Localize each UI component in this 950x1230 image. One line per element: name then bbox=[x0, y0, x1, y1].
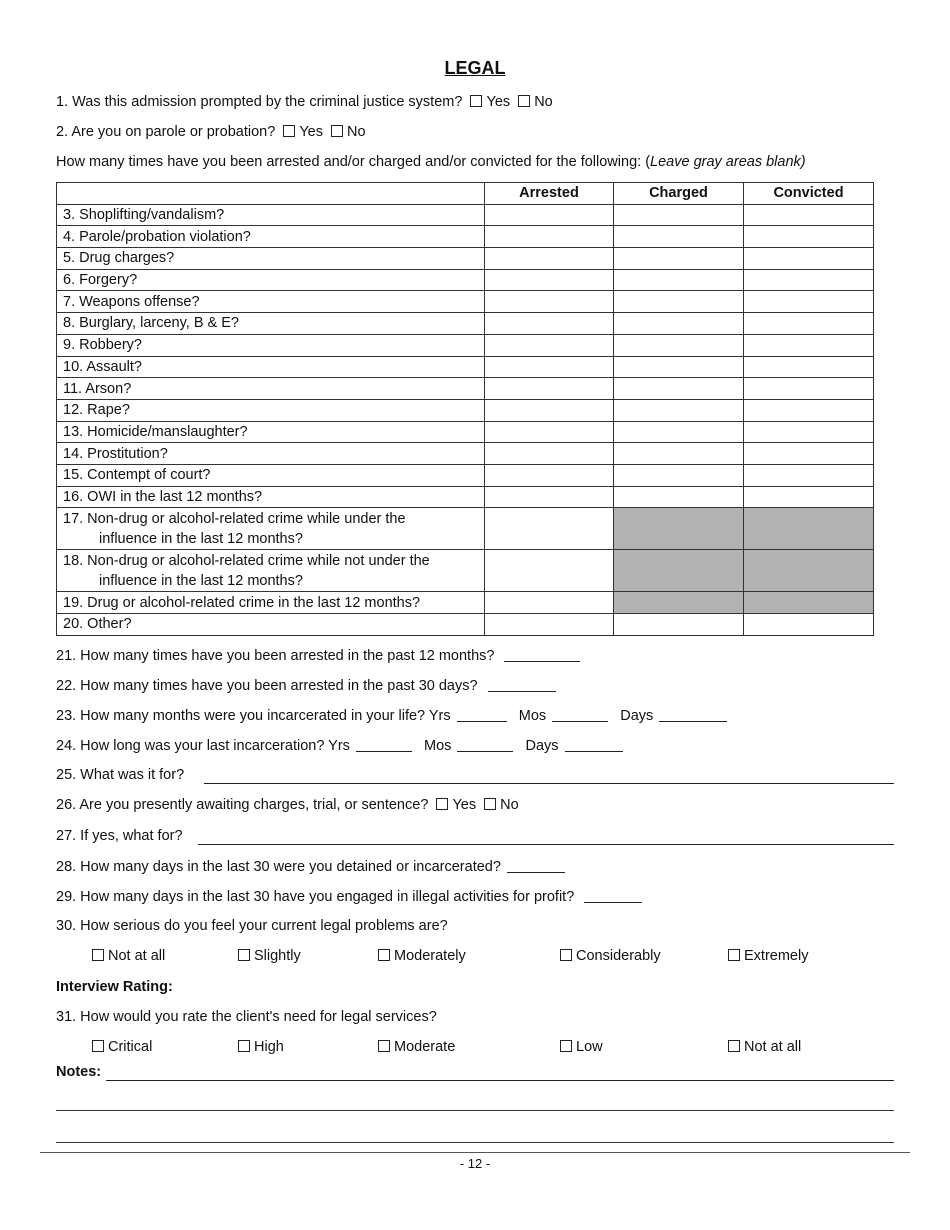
q28-text: 28. How many days in the last 30 were you detained or incarcerated? bbox=[56, 859, 501, 875]
table-row bbox=[57, 269, 874, 291]
q23-days-field[interactable] bbox=[659, 707, 727, 722]
charged-cell[interactable] bbox=[614, 421, 744, 443]
interview-rating-heading: Interview Rating: bbox=[56, 979, 173, 995]
arrested-cell[interactable] bbox=[485, 334, 614, 356]
table-row bbox=[57, 486, 874, 508]
checkbox-icon[interactable] bbox=[92, 949, 104, 961]
q30-option-slightly[interactable] bbox=[238, 948, 301, 964]
q31-option-not-at-all[interactable] bbox=[728, 1039, 801, 1055]
charged-cell[interactable] bbox=[614, 443, 744, 465]
q30-option-not-at-all[interactable] bbox=[92, 948, 165, 964]
header-charged: Charged bbox=[614, 183, 744, 205]
row-label bbox=[57, 508, 485, 550]
option-label: Moderately bbox=[394, 948, 466, 964]
q24-row bbox=[56, 737, 623, 754]
q24-days-label: Days bbox=[525, 738, 559, 754]
q27-answer-field[interactable] bbox=[198, 843, 894, 845]
q2-no-checkbox[interactable] bbox=[331, 125, 343, 137]
q22-row bbox=[56, 677, 556, 694]
row-label: 10. Assault? bbox=[57, 356, 485, 378]
convicted-cell[interactable] bbox=[744, 421, 874, 443]
convicted-cell[interactable] bbox=[744, 204, 874, 226]
q30-option-moderately[interactable] bbox=[378, 948, 466, 964]
q27-text: 27. If yes, what for? bbox=[56, 828, 183, 844]
q23-row bbox=[56, 707, 727, 724]
q23-months-field[interactable] bbox=[552, 707, 608, 722]
table-row bbox=[57, 204, 874, 226]
q31-option-low[interactable] bbox=[560, 1039, 603, 1055]
arrested-cell[interactable] bbox=[485, 291, 614, 313]
arrested-cell[interactable] bbox=[485, 550, 614, 592]
q23-text: 23. How many months were you incarcerated in your life? Yrs bbox=[56, 708, 451, 724]
charged-cell[interactable] bbox=[614, 291, 744, 313]
charged-cell[interactable] bbox=[614, 204, 744, 226]
table-row bbox=[57, 464, 874, 486]
arrested-cell[interactable] bbox=[485, 464, 614, 486]
q23-days-label: Days bbox=[620, 708, 654, 724]
table-row bbox=[57, 334, 874, 356]
q2-yes-label: Yes bbox=[299, 124, 323, 140]
row-label: 7. Weapons offense? bbox=[57, 291, 485, 313]
table-row bbox=[57, 421, 874, 443]
arrested-cell[interactable] bbox=[485, 248, 614, 270]
row-label: 15. Contempt of court? bbox=[57, 464, 485, 486]
checkbox-icon[interactable] bbox=[378, 949, 390, 961]
table-header-row bbox=[57, 183, 874, 205]
arrested-cell[interactable] bbox=[485, 356, 614, 378]
convicted-cell[interactable] bbox=[744, 378, 874, 400]
q24-text: 24. How long was your last incarceration? Yrs bbox=[56, 738, 350, 754]
convicted-cell[interactable] bbox=[744, 269, 874, 291]
arrested-cell[interactable] bbox=[485, 443, 614, 465]
q2-yes-checkbox[interactable] bbox=[283, 125, 295, 137]
convicted-cell[interactable] bbox=[744, 464, 874, 486]
arrested-cell[interactable] bbox=[485, 204, 614, 226]
charged-cell-gray bbox=[614, 508, 744, 550]
q1-yes-label: Yes bbox=[486, 94, 511, 110]
q30-option-considerably[interactable] bbox=[560, 948, 661, 964]
table-row bbox=[57, 443, 874, 465]
convicted-cell-gray bbox=[744, 592, 874, 614]
q31-option-moderate[interactable] bbox=[378, 1039, 455, 1055]
q25-row bbox=[56, 767, 184, 783]
arrested-cell[interactable] bbox=[485, 592, 614, 614]
charged-cell-gray bbox=[614, 592, 744, 614]
q26-row bbox=[56, 797, 519, 813]
table-row bbox=[57, 399, 874, 421]
table-row bbox=[57, 378, 874, 400]
q2-text: 2. Are you on parole or probation? bbox=[56, 124, 276, 140]
arrested-cell[interactable] bbox=[485, 614, 614, 636]
q24-months-field[interactable] bbox=[457, 737, 513, 752]
charged-cell[interactable] bbox=[614, 464, 744, 486]
option-label: Extremely bbox=[744, 948, 809, 964]
q2-no-label: No bbox=[347, 124, 366, 140]
q25-answer-field[interactable] bbox=[204, 782, 894, 784]
q1-yes-checkbox[interactable] bbox=[470, 95, 482, 107]
row-label: 3. Shoplifting/vandalism? bbox=[57, 204, 485, 226]
q21-answer-field[interactable] bbox=[504, 647, 580, 662]
q29-row bbox=[56, 888, 642, 905]
charged-cell[interactable] bbox=[614, 226, 744, 248]
option-label: Low bbox=[576, 1039, 603, 1055]
row-label bbox=[57, 550, 485, 592]
row18-line1: 18. Non-drug or alcohol-related crime while not under the bbox=[63, 552, 430, 569]
q30-option-extremely[interactable] bbox=[728, 948, 808, 964]
q31-option-critical[interactable] bbox=[92, 1039, 152, 1055]
q30-row bbox=[56, 918, 448, 934]
q25-text: 25. What was it for? bbox=[56, 767, 185, 783]
checkbox-icon[interactable] bbox=[728, 1040, 740, 1052]
q23-years-field[interactable] bbox=[457, 707, 507, 722]
convicted-cell[interactable] bbox=[744, 614, 874, 636]
row-label: 11. Arson? bbox=[57, 378, 485, 400]
convicted-cell[interactable] bbox=[744, 334, 874, 356]
row18-line2: influence in the last 12 months? bbox=[99, 572, 303, 589]
convicted-cell[interactable] bbox=[744, 248, 874, 270]
notes-label: Notes: bbox=[56, 1064, 102, 1080]
row-label: 6. Forgery? bbox=[57, 269, 485, 291]
convicted-cell[interactable] bbox=[744, 313, 874, 335]
q28-row bbox=[56, 858, 565, 875]
row-label: 13. Homicide/manslaughter? bbox=[57, 421, 485, 443]
convicted-cell[interactable] bbox=[744, 399, 874, 421]
charged-cell[interactable] bbox=[614, 313, 744, 335]
q23-mos-label: Mos bbox=[518, 708, 547, 724]
charged-cell[interactable] bbox=[614, 399, 744, 421]
row-label: 9. Robbery? bbox=[57, 334, 485, 356]
row17-line1: 17. Non-drug or alcohol-related crime while under the bbox=[63, 510, 406, 527]
charged-cell[interactable] bbox=[614, 486, 744, 508]
table-row bbox=[57, 291, 874, 313]
row-label: 16. OWI in the last 12 months? bbox=[57, 486, 485, 508]
option-label: Slightly bbox=[254, 948, 301, 964]
arrested-cell[interactable] bbox=[485, 508, 614, 550]
q1-row bbox=[56, 94, 553, 110]
page-number: - 12 - bbox=[459, 1156, 491, 1171]
option-label: Moderate bbox=[394, 1039, 456, 1055]
checkbox-icon[interactable] bbox=[238, 949, 250, 961]
q29-text: 29. How many days in the last 30 have you engaged in illegal activities for profit? bbox=[56, 889, 575, 905]
option-label: High bbox=[254, 1039, 284, 1055]
q22-answer-field[interactable] bbox=[488, 677, 556, 692]
table-row-20 bbox=[57, 614, 874, 636]
arrested-cell[interactable] bbox=[485, 226, 614, 248]
table-row bbox=[57, 313, 874, 335]
q28-answer-field[interactable] bbox=[507, 858, 565, 873]
q26-yes-checkbox[interactable] bbox=[436, 798, 448, 810]
row-label: 5. Drug charges? bbox=[57, 248, 485, 270]
option-label: Not at all bbox=[744, 1039, 802, 1055]
convicted-cell[interactable] bbox=[744, 226, 874, 248]
notes-line-3[interactable] bbox=[56, 1142, 894, 1143]
q24-days-field[interactable] bbox=[565, 737, 623, 752]
charged-cell[interactable] bbox=[614, 356, 744, 378]
arrested-cell[interactable] bbox=[485, 421, 614, 443]
header-convicted: Convicted bbox=[744, 183, 874, 205]
arrested-cell[interactable] bbox=[485, 313, 614, 335]
q27-row bbox=[56, 828, 183, 844]
q30-text: 30. How serious do you feel your current legal problems are? bbox=[56, 918, 448, 934]
checkbox-icon[interactable] bbox=[560, 949, 572, 961]
convicted-cell[interactable] bbox=[744, 443, 874, 465]
instructions-text: How many times have you been arrested and/or charged and/or convicted for the following: ( bbox=[56, 154, 651, 170]
charged-cell[interactable] bbox=[614, 334, 744, 356]
arrested-cell[interactable] bbox=[485, 399, 614, 421]
charged-cell[interactable] bbox=[614, 614, 744, 636]
header-arrested: Arrested bbox=[485, 183, 614, 205]
row-label: 12. Rape? bbox=[57, 399, 485, 421]
q1-no-label: No bbox=[534, 94, 553, 110]
checkbox-icon[interactable] bbox=[560, 1040, 572, 1052]
row-label: 19. Drug or alcohol-related crime in the last 12 months? bbox=[57, 592, 485, 614]
checkbox-icon[interactable] bbox=[238, 1040, 250, 1052]
convicted-cell[interactable] bbox=[744, 291, 874, 313]
page-title: LEGAL bbox=[444, 58, 506, 78]
checkbox-icon[interactable] bbox=[92, 1040, 104, 1052]
q31-option-high[interactable] bbox=[238, 1039, 284, 1055]
instructions bbox=[56, 154, 806, 170]
convicted-cell-gray bbox=[744, 508, 874, 550]
checkbox-icon[interactable] bbox=[728, 949, 740, 961]
q21-row bbox=[56, 647, 580, 664]
instructions-italic: Leave gray areas blank) bbox=[650, 154, 806, 170]
convicted-cell-gray bbox=[744, 550, 874, 592]
arrested-cell[interactable] bbox=[485, 378, 614, 400]
charged-cell[interactable] bbox=[614, 248, 744, 270]
convicted-cell[interactable] bbox=[744, 486, 874, 508]
q26-no-checkbox[interactable] bbox=[484, 798, 496, 810]
arrested-cell[interactable] bbox=[485, 486, 614, 508]
table-row-17 bbox=[57, 508, 874, 550]
footer-divider bbox=[40, 1152, 910, 1153]
option-label: Considerably bbox=[576, 948, 661, 964]
table-row bbox=[57, 226, 874, 248]
notes-line-2[interactable] bbox=[56, 1110, 894, 1111]
q26-text: 26. Are you presently awaiting charges, trial, or sentence? bbox=[56, 797, 429, 813]
row-label: 14. Prostitution? bbox=[57, 443, 485, 465]
notes-line-1[interactable] bbox=[106, 1079, 894, 1081]
q26-yes-label: Yes bbox=[452, 797, 477, 813]
row-label: 4. Parole/probation violation? bbox=[57, 226, 485, 248]
q31-text: 31. How would you rate the client's need for legal services? bbox=[56, 1009, 437, 1025]
charged-cell-gray bbox=[614, 550, 744, 592]
convicted-cell[interactable] bbox=[744, 356, 874, 378]
row-label: 20. Other? bbox=[57, 614, 485, 636]
table-row-18 bbox=[57, 550, 874, 592]
checkbox-icon[interactable] bbox=[378, 1040, 390, 1052]
charged-cell[interactable] bbox=[614, 269, 744, 291]
row17-line2: influence in the last 12 months? bbox=[99, 530, 303, 547]
arrested-cell[interactable] bbox=[485, 269, 614, 291]
q31-row bbox=[56, 1009, 437, 1025]
row-label: 8. Burglary, larceny, B & E? bbox=[57, 313, 485, 335]
table-row bbox=[57, 356, 874, 378]
q21-text: 21. How many times have you been arrested in the past 12 months? bbox=[56, 648, 495, 664]
q1-text: 1. Was this admission prompted by the criminal justice system? bbox=[56, 94, 463, 110]
option-label: Not at all bbox=[108, 948, 166, 964]
option-label: Critical bbox=[108, 1039, 153, 1055]
q24-mos-label: Mos bbox=[424, 738, 452, 754]
q22-text: 22. How many times have you been arrested in the past 30 days? bbox=[56, 678, 478, 694]
charged-cell[interactable] bbox=[614, 378, 744, 400]
table-row bbox=[57, 248, 874, 270]
q29-answer-field[interactable] bbox=[584, 888, 642, 903]
q26-no-label: No bbox=[500, 797, 519, 813]
q1-no-checkbox[interactable] bbox=[518, 95, 530, 107]
offense-table bbox=[56, 182, 874, 636]
table-row-19 bbox=[57, 592, 874, 614]
q2-row bbox=[56, 124, 366, 140]
q24-years-field[interactable] bbox=[356, 737, 412, 752]
header-offense bbox=[57, 183, 485, 205]
